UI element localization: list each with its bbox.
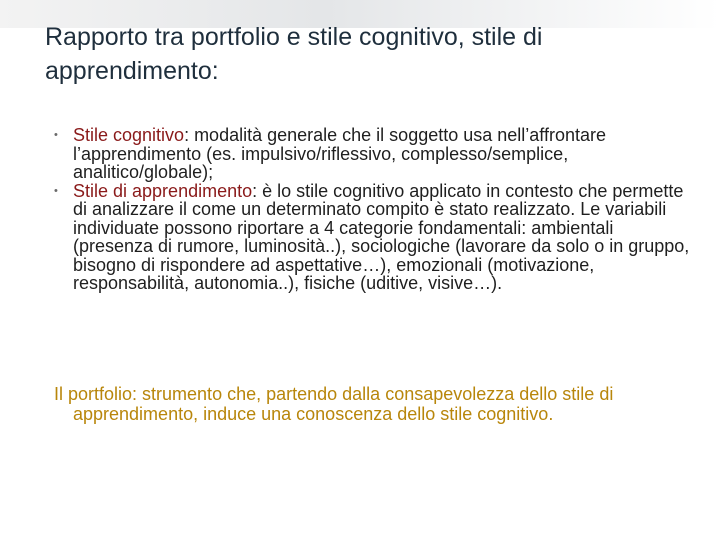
bullet-list — [54, 126, 694, 293]
portfolio-statement: Il portfolio: strumento che, partendo dalla consapevolezza dello stile di apprendimento, induce una conoscenza dello stile cognitivo. — [54, 384, 614, 424]
bullet-learning-style — [54, 182, 694, 293]
bullet-dot-icon: • — [54, 184, 58, 197]
definition-learning-style: : è lo stile cognitivo applicato in contesto che permette di analizzare il come un determinato compito è stato realizzato. Le variabili individuate possono riportare a 4 categorie fondamentali: ambientali (presenza di rumore, luminosità..), sociologiche (lavorare da solo o in gruppo, bisogno di rispondere ad aspettative…), emozionali (motivazione, responsabilità, autonomia..), fisiche (uditive, visive…). — [73, 180, 690, 293]
slide-title: Rapporto tra portfolio e stile cognitivo, stile di apprendimento: — [45, 23, 543, 85]
bullet-cognitive-style — [54, 126, 694, 182]
definition-cognitive-style: : modalità generale che il soggetto usa nell’affrontare l’apprendimento (es. impulsivo/riflessivo, complesso/semplice, analitico/globale); — [73, 125, 606, 182]
term-cognitive-style: Stile cognitivo — [73, 125, 185, 145]
term-learning-style: Stile di apprendimento — [73, 180, 253, 201]
bullet-dot-icon: • — [54, 129, 58, 141]
